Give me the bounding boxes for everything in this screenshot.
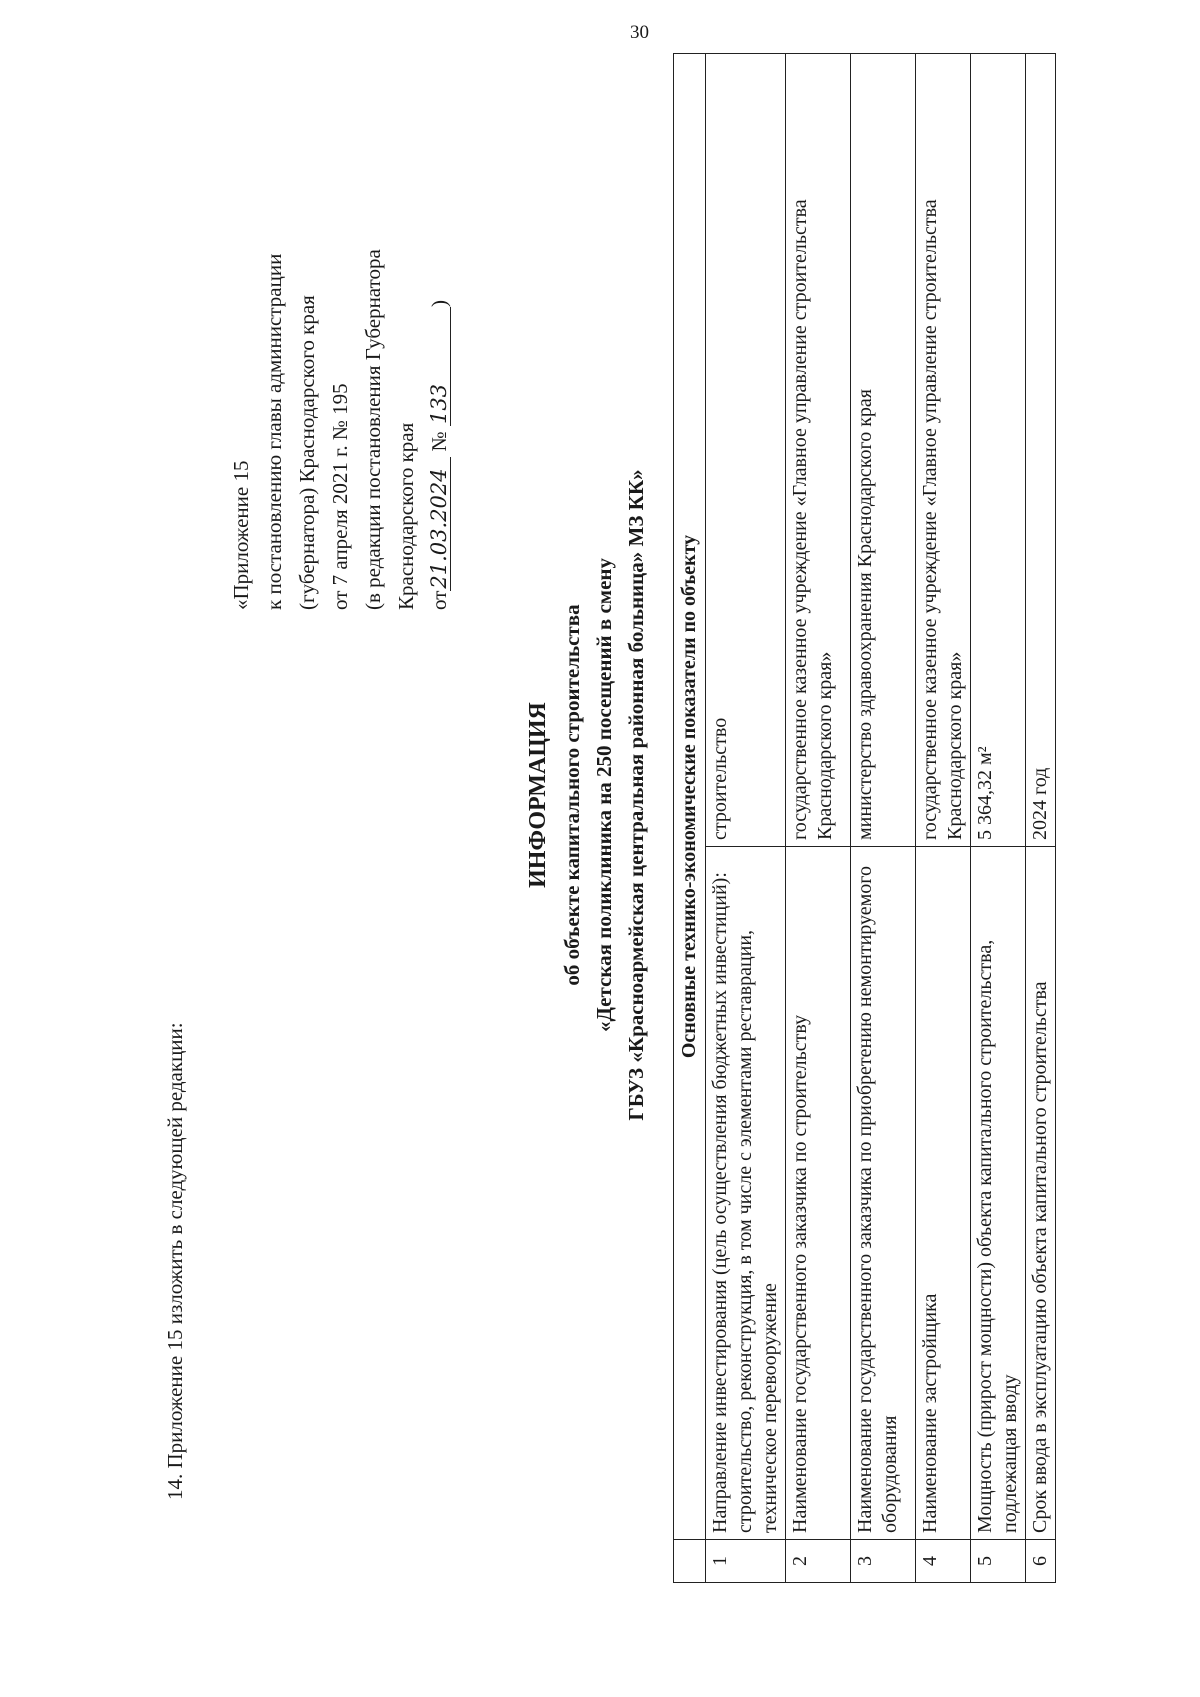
page-number: 30 [630,22,649,43]
rotated-landscape-sheet [165,0,1165,1595]
from-label: от [427,590,451,610]
row-indicator-value: строительство [706,54,786,847]
appendix-line: от 7 апреля 2021 г. № 195 [328,383,352,610]
row-indicator-name: Наименование застройщика [916,847,971,1540]
row-number: 4 [916,1540,971,1583]
appendix-line: (в редакции постановления Губернатора [361,249,385,610]
title-line: об объекте капитального строительства [560,604,584,986]
appendix-reference-block [225,10,456,610]
row-indicator-value: государственное казенное учреждение «Главное управление строительства Краснодарского края» [916,54,971,847]
table-row [916,54,971,1583]
handwritten-number: 133 [428,307,451,426]
appendix-date-number-line [423,10,456,610]
row-indicator-name: Наименование государственного заказчика по строительству [786,847,851,1540]
title-line: ГБУЗ «Красноармейская центральная районная больница» МЗ КК» [624,469,648,1121]
table-row [1026,54,1056,1583]
row-indicator-value: министерство здравоохранения Краснодарского края [851,54,916,847]
title-line: «Детская поликлиника на 250 посещений в смену [592,557,616,1033]
appendix-line: Краснодарского края [394,422,418,610]
document-title-block [520,0,652,1595]
row-number: 2 [786,1540,851,1583]
table-row [706,54,786,1583]
row-number: 5 [971,1540,1026,1583]
row-indicator-name: Направление инвестирования (цель осуществления бюджетных инвестиций): строительство, реконструкция, в том числе с элементами реставрации, техническое перевооружение [706,847,786,1540]
header-blank-cell [674,1540,706,1583]
document-heading: ИНФОРМАЦИЯ [525,702,551,888]
row-indicator-value: 2024 год [1026,54,1056,847]
row-indicator-name: Мощность (прирост мощности) объекта капитального строительства, подлежащая вводу [971,847,1026,1540]
row-indicator-value: 5 364,32 м² [971,54,1026,847]
row-number: 3 [851,1540,916,1583]
amendment-intro: 14. Приложение 15 изложить в следующей редакции: [163,1022,187,1500]
table-header-row [674,54,706,1583]
appendix-line: (губернатора) Краснодарского края [295,295,319,610]
appendix-line: «Приложение 15 [229,460,253,610]
row-indicator-name: Наименование государственного заказчика по приобретению немонтируемого оборудования [851,847,916,1540]
row-indicator-name: Срок ввода в эксплуатацию объекта капитального строительства [1026,847,1056,1540]
indicators-table [673,53,1056,1583]
number-label: № [427,431,451,452]
row-number: 6 [1026,1540,1056,1583]
row-number: 1 [706,1540,786,1583]
handwritten-date: 21.03.2024 [428,457,451,591]
closing-parenthesis: ) [427,300,451,308]
table-row [971,54,1026,1583]
table-row [786,54,851,1583]
row-indicator-value: государственное казенное учреждение «Главное управление строительства Краснодарского края» [786,54,851,847]
table-header: Основные технико-экономические показатели по объекту [674,54,706,1540]
appendix-line: к постановлению главы администрации [262,253,286,610]
table-row [851,54,916,1583]
